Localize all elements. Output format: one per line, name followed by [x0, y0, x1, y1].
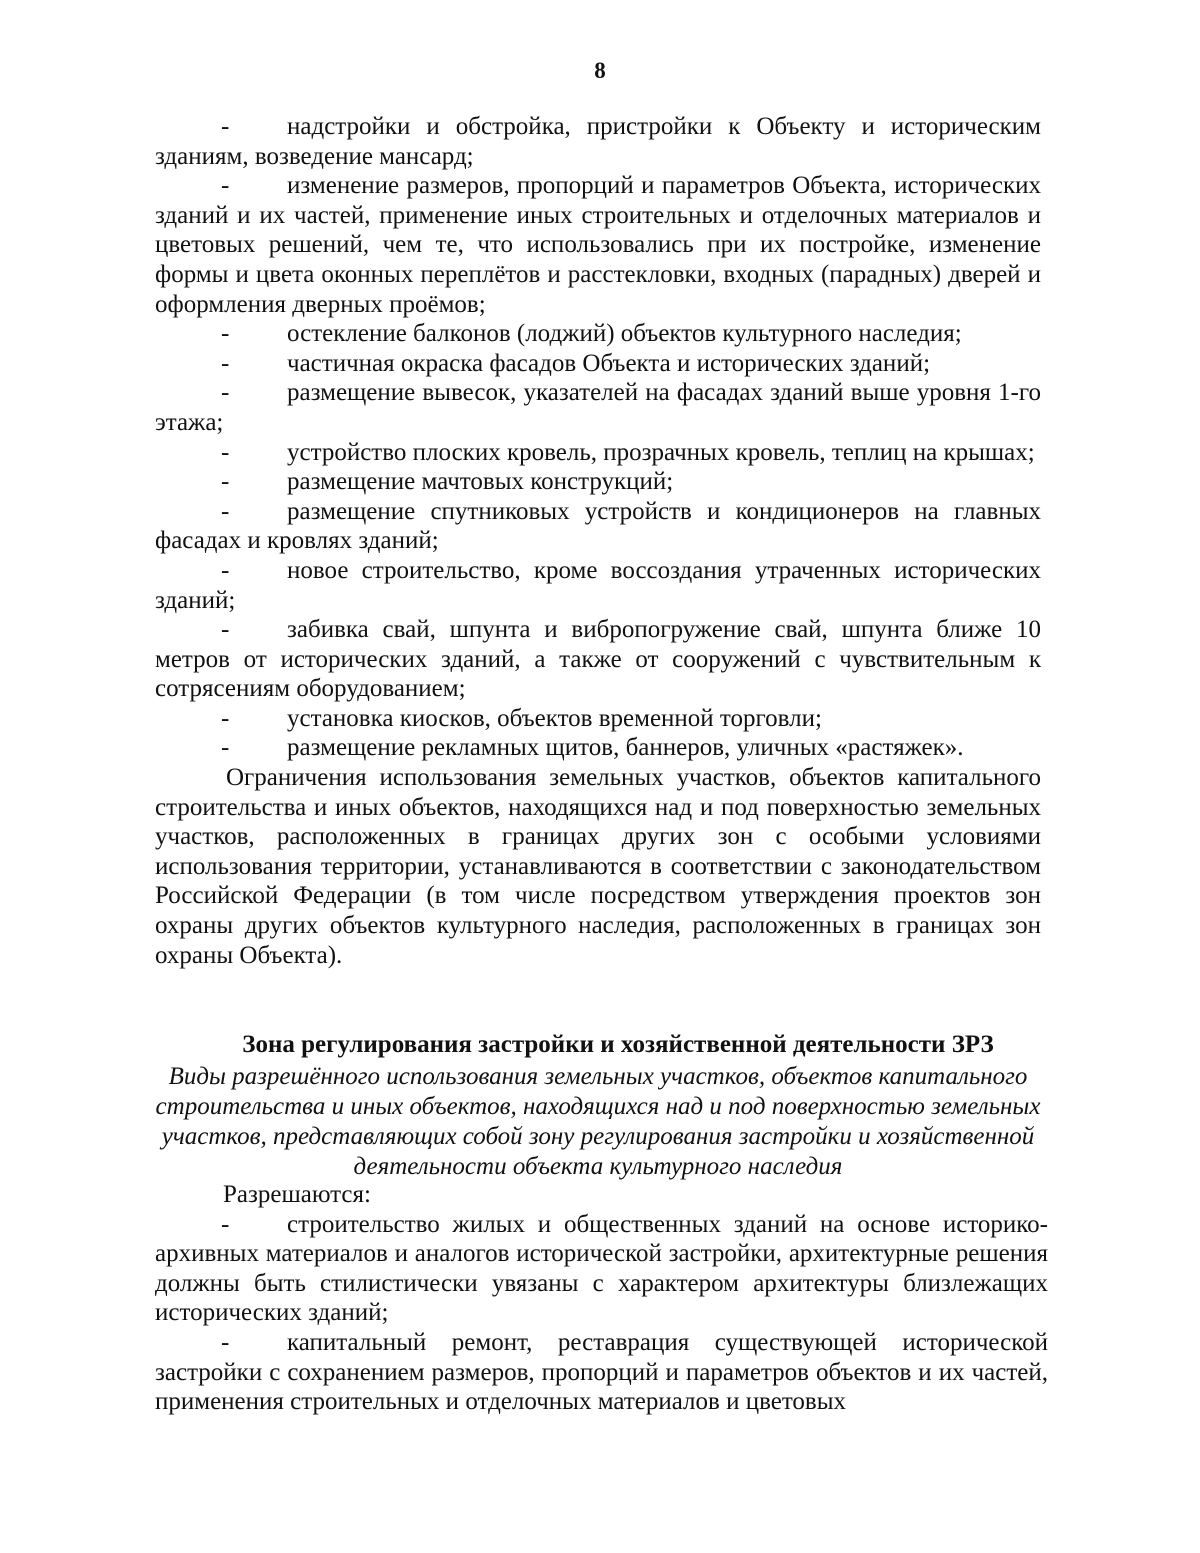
list-dash: -: [221, 172, 230, 200]
list-dash: -: [221, 320, 230, 348]
list-item-text: размещение мачтовых конструкций;: [287, 468, 674, 496]
list-item-text: забивка свай, шпунта и вибропогружение свай, шпунта ближе 10 метров от исторических зданий, а также от сооружений с чувствительным к сотрясениям оборудованием;: [155, 616, 1041, 703]
list-dash: -: [221, 349, 230, 377]
list-item-text: частичная окраска фасадов Объекта и исторических зданий;: [287, 349, 931, 377]
list-item-text: установка киосков, объектов временной торговли;: [287, 704, 822, 732]
list-item-text: размещение рекламных щитов, баннеров, уличных «растяжек».: [287, 734, 964, 762]
list-dash: -: [221, 497, 230, 525]
list-item: [155, 171, 1041, 319]
list-item: [155, 349, 1041, 379]
list-item: [155, 704, 1041, 734]
zone-subheading: Виды разрешённого использования земельных участков, объектов капитального строительства и иных объектов, находящихся над и под поверхностью земельных участков, представляющих собой зону регулирования застройки и хозяйственной деятельности объекта культурного наследия: [155, 1063, 1041, 1180]
list-item-text: размещение спутниковых устройств и кондиционеров на главных фасадах и кровлях зданий;: [155, 497, 1041, 555]
list-dash: -: [221, 616, 230, 644]
prohibitions-list: [155, 112, 1041, 970]
list-item-text: капитальный ремонт, реставрация существующей исторической застройки с сохранением размеров, пропорций и параметров объектов и их частей, применения строительных и отделочных материалов и цветовых: [155, 1328, 1048, 1416]
allowed-section: [155, 1180, 1048, 1417]
list-item: [155, 1328, 1048, 1417]
list-item-text: остекление балконов (лоджий) объектов культурного наследия;: [287, 320, 962, 348]
list-item: [155, 1210, 1048, 1328]
list-item: [155, 112, 1041, 171]
list-item: [155, 497, 1041, 556]
page-number: 8: [594, 58, 606, 83]
restrictions-paragraph: Ограничения использования земельных участков, объектов капитального строительства и иных объектов, находящихся над и под поверхностью земельных участков, расположенных в границах других зон с особыми условиями использования территории, устанавливаются в соответствии с законодательством Российской Федерации (в том числе посредством утверждения проектов зон охраны других объектов культурного наследия, расположенных в границах зон охраны Объекта).: [155, 764, 1041, 969]
list-dash: -: [221, 1210, 230, 1238]
list-dash: -: [221, 734, 230, 762]
list-dash: -: [221, 556, 230, 584]
list-item-text: надстройки и обстройка, пристройки к Объекту и историческим зданиям, возведение мансард;: [155, 113, 1041, 170]
zone-heading: Зона регулирования застройки и хозяйственной деятельности ЗРЗ: [242, 1031, 994, 1058]
list-dash: -: [221, 438, 230, 466]
list-item-text: устройство плоских кровель, прозрачных кровель, теплиц на крышах;: [287, 438, 1035, 466]
list-dash: -: [221, 379, 230, 407]
list-item: [155, 319, 1041, 349]
list-item: [155, 615, 1041, 704]
allowed-label: Разрешаются:: [223, 1181, 371, 1208]
list-dash: -: [221, 1328, 230, 1356]
list-item-text: строительство жилых и общественных зданий на основе историко-архивных материалов и аналогов исторической застройки, архитектурные решения должны быть стилистически увязаны с характером архитектуры близлежащих исторических зданий;: [155, 1210, 1048, 1327]
list-item: [155, 378, 1041, 437]
list-item: [155, 733, 1041, 763]
list-item: [155, 556, 1041, 615]
list-item-text: размещение вывесок, указателей на фасадах зданий выше уровня 1-го этажа;: [155, 379, 1041, 436]
list-item: [155, 438, 1041, 468]
list-item: [155, 467, 1041, 497]
list-item-text: изменение размеров, пропорций и параметров Объекта, исторических зданий и их частей, применение иных строительных и отделочных материалов и цветовых решений, чем те, что использовались при их постройке, изменение формы и цвета оконных переплётов и расстекловки, входных (парадных) дверей и оформления дверных проёмов;: [155, 172, 1041, 318]
list-dash: -: [221, 113, 230, 140]
list-dash: -: [221, 704, 230, 732]
list-item-text: новое строительство, кроме воссоздания утраченных исторических зданий;: [155, 556, 1041, 614]
list-dash: -: [221, 468, 230, 496]
